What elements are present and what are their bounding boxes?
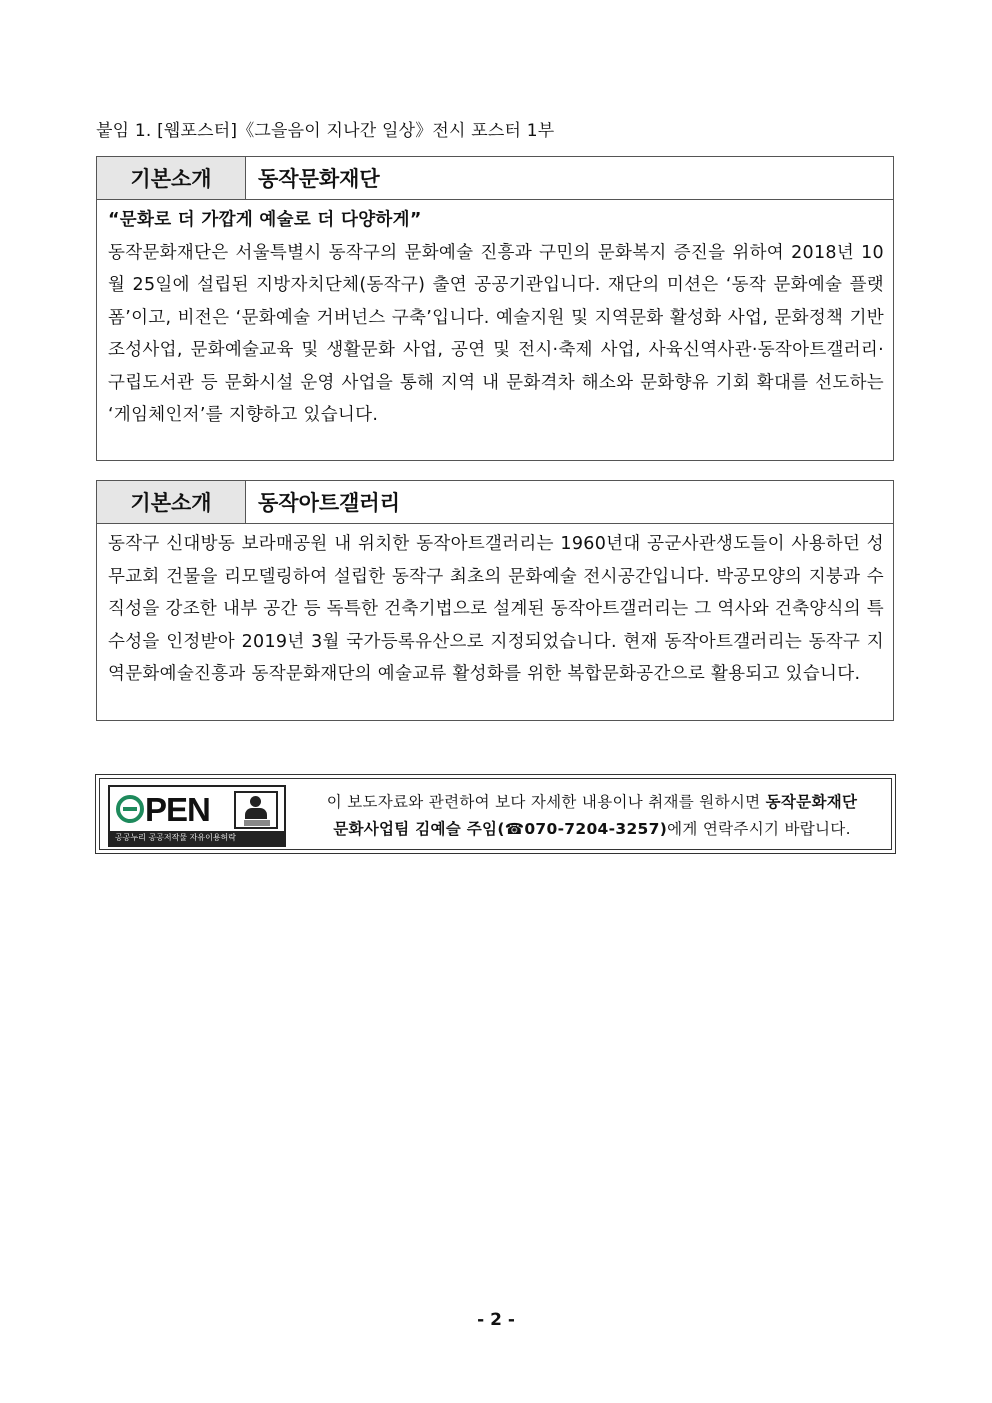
contact-prefix: 이 보도자료와 관련하여 보다 자세한 내용이나 취재를 원하시면 (326, 793, 761, 811)
box-body (97, 200, 893, 432)
attachment-title: 붙임 1. [웹포스터]《그을음이 지나간 일상》전시 포스터 1부 (96, 121, 555, 141)
open-o-icon (116, 795, 144, 823)
box-title: 동작아트갤러리 (258, 491, 401, 515)
slogan: “문화로 더 가깝게 예술로 더 다양하게” (108, 210, 422, 230)
intro-box-foundation (96, 156, 894, 461)
contact-org: 동작문화재단 (765, 793, 858, 811)
box-header (97, 157, 893, 200)
intro-box-gallery (96, 480, 894, 721)
open-license-logo (108, 785, 286, 847)
box-label: 기본소개 (97, 157, 246, 199)
open-logo-word (116, 791, 210, 829)
gallery-description: 동작구 신대방동 보라매공원 내 위치한 동작아트갤러리는 1960년대 공군사관생도들이 사용하던 성무교회 건물을 리모델링하여 설립한 동작구 최초의 문화예술 전시공간입니다. 박공모양의 지붕과 수직성을 강조한 내부 공간 등 독특한 건축기법으로 설계된 동작아트갤러리는 그 역사와 건축양식의 특수성을 인정받아 2019년 3월 국가등록유산으로 지정되었습니다. 현재 동작아트갤러리는 동작구 지역문화예술진흥과 동작문화재단의 예술교류 활성화를 위한 복합문화공간으로 활용되고 있습니다. (108, 534, 884, 684)
open-logo-caption: 공공누리 공공저작물 자유이용허락 (110, 831, 284, 845)
foundation-description: 동작문화재단은 서울특별시 동작구의 문화예술 진흥과 구민의 문화복지 증진을 위하여 2018년 10월 25일에 설립된 지방자치단체(동작구) 출연 공공기관입니다. 재단의 미션은 ‘동작 문화예술 플랫폼’이고, 비전은 ‘문화예술 거버넌스 구축’입니다. 예술지원 및 지역문화 활성화 사업, 문화정책 기반 조성사업, 문화예술교육 및 생활문화 사업, 공연 및 전시·축제 사업, 사육신역사관·동작아트갤러리·구립도서관 등 문화시설 운영 사업을 통해 지역 내 문화격차 해소와 문화향유 기회 확대를 선도하는 ‘게임체인저’를 지향하고 있습니다. (108, 242, 884, 425)
open-logo-text: PEN (145, 791, 210, 828)
contact-text (296, 789, 888, 843)
box-label: 기본소개 (97, 481, 246, 523)
box-body (97, 524, 893, 691)
contact-line-1 (296, 789, 888, 816)
contact-suffix: 에게 연락주시기 바랍니다. (667, 820, 851, 838)
contact-line-2 (296, 816, 888, 843)
box-title: 동작문화재단 (258, 167, 380, 191)
page-number: - 2 - (477, 1310, 515, 1330)
contact-inner (99, 778, 892, 850)
contact-person: 문화사업팀 김예슬 주임(☎070-7204-3257) (333, 820, 668, 838)
person-icon (234, 791, 278, 829)
contact-box (95, 774, 896, 854)
box-header (97, 481, 893, 524)
